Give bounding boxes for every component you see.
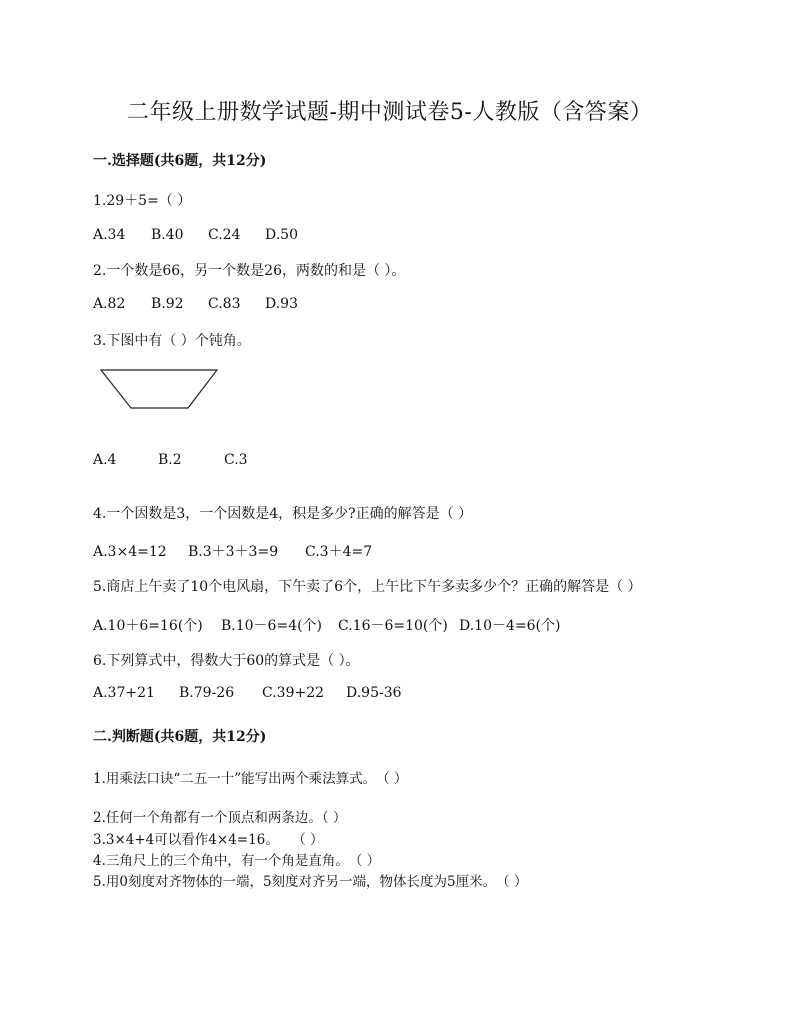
question-6: 6.下列算式中，得数大于60的算式是（ ）。 — [93, 653, 360, 669]
option-a: A.4 — [93, 452, 117, 468]
option-d: D.93 — [265, 296, 298, 312]
judgment-item-5: 5.用0刻度对齐物体的一端，5刻度对齐另一端，物体长度为5厘米。 （ ） — [93, 874, 528, 890]
question-5: 5.商店上午卖了10个电风扇，下午卖了6个，上午比下午多卖多少个？正确的解答是（ ） — [93, 579, 642, 595]
option-a: A.34 — [93, 227, 126, 243]
judgment-item-3: 3.3×4+4可以看作4×4=16。 （ ） — [93, 832, 324, 848]
option-c: C.3＋4=7 — [305, 544, 373, 560]
question-5-options — [93, 615, 560, 635]
question-3: 3.下图中有（ ）个钝角。 — [93, 333, 251, 349]
option-b: B.10－6=4(个) — [221, 618, 323, 634]
option-a: A.10＋6=16(个) — [93, 618, 203, 634]
judgment-item-1: 1.用乘法口诀“二五一十”能写出两个乘法算式。 （ ） — [93, 771, 408, 787]
trapezoid-shape — [101, 370, 217, 408]
judgment-item-4: 4.三角尺上的三个角中，有一个角是直角。 （ ） — [93, 853, 381, 869]
question-4: 4.一个因数是3，一个因数是4，积是多少?正确的解答是（ ） — [93, 506, 473, 522]
trapezoid-figure — [96, 365, 222, 413]
option-a: A.37+21 — [93, 685, 155, 701]
question-1: 1.29＋5=（ ） — [93, 193, 192, 209]
option-b: B.92 — [151, 296, 184, 312]
option-b: B.3＋3＋3=9 — [188, 544, 279, 560]
page-title: 二年级上册数学试题-期中测试卷5-人教版（含答案） — [127, 100, 653, 125]
question-4-options — [93, 541, 372, 561]
option-c: C.83 — [208, 296, 241, 312]
question-3-options — [93, 452, 248, 468]
question-2-options — [93, 296, 298, 312]
option-a: A.82 — [93, 296, 126, 312]
option-b: B.40 — [151, 227, 184, 243]
section-heading-choice: 一.选择题(共6题，共12分) — [93, 153, 267, 169]
option-c: C.24 — [208, 227, 241, 243]
option-c: C.16－6=10(个) — [338, 618, 448, 634]
option-d: D.50 — [265, 227, 298, 243]
option-b: B.2 — [158, 452, 182, 468]
question-6-options — [93, 685, 402, 701]
judgment-item-2: 2.任何一个角都有一个顶点和两条边。（ ） — [93, 810, 347, 826]
section-heading-judgment: 二.判断题(共6题，共12分) — [93, 729, 267, 745]
question-1-options — [93, 227, 298, 243]
option-d: D.95-36 — [346, 685, 402, 701]
option-c: C.3 — [224, 452, 248, 468]
option-d: D.10－4=6(个) — [459, 618, 561, 634]
option-a: A.3×4=12 — [93, 544, 167, 560]
option-c: C.39+22 — [262, 685, 325, 701]
option-b: B.79-26 — [179, 685, 235, 701]
question-2: 2.一个数是66，另一个数是26，两数的和是（ ）。 — [93, 263, 406, 279]
